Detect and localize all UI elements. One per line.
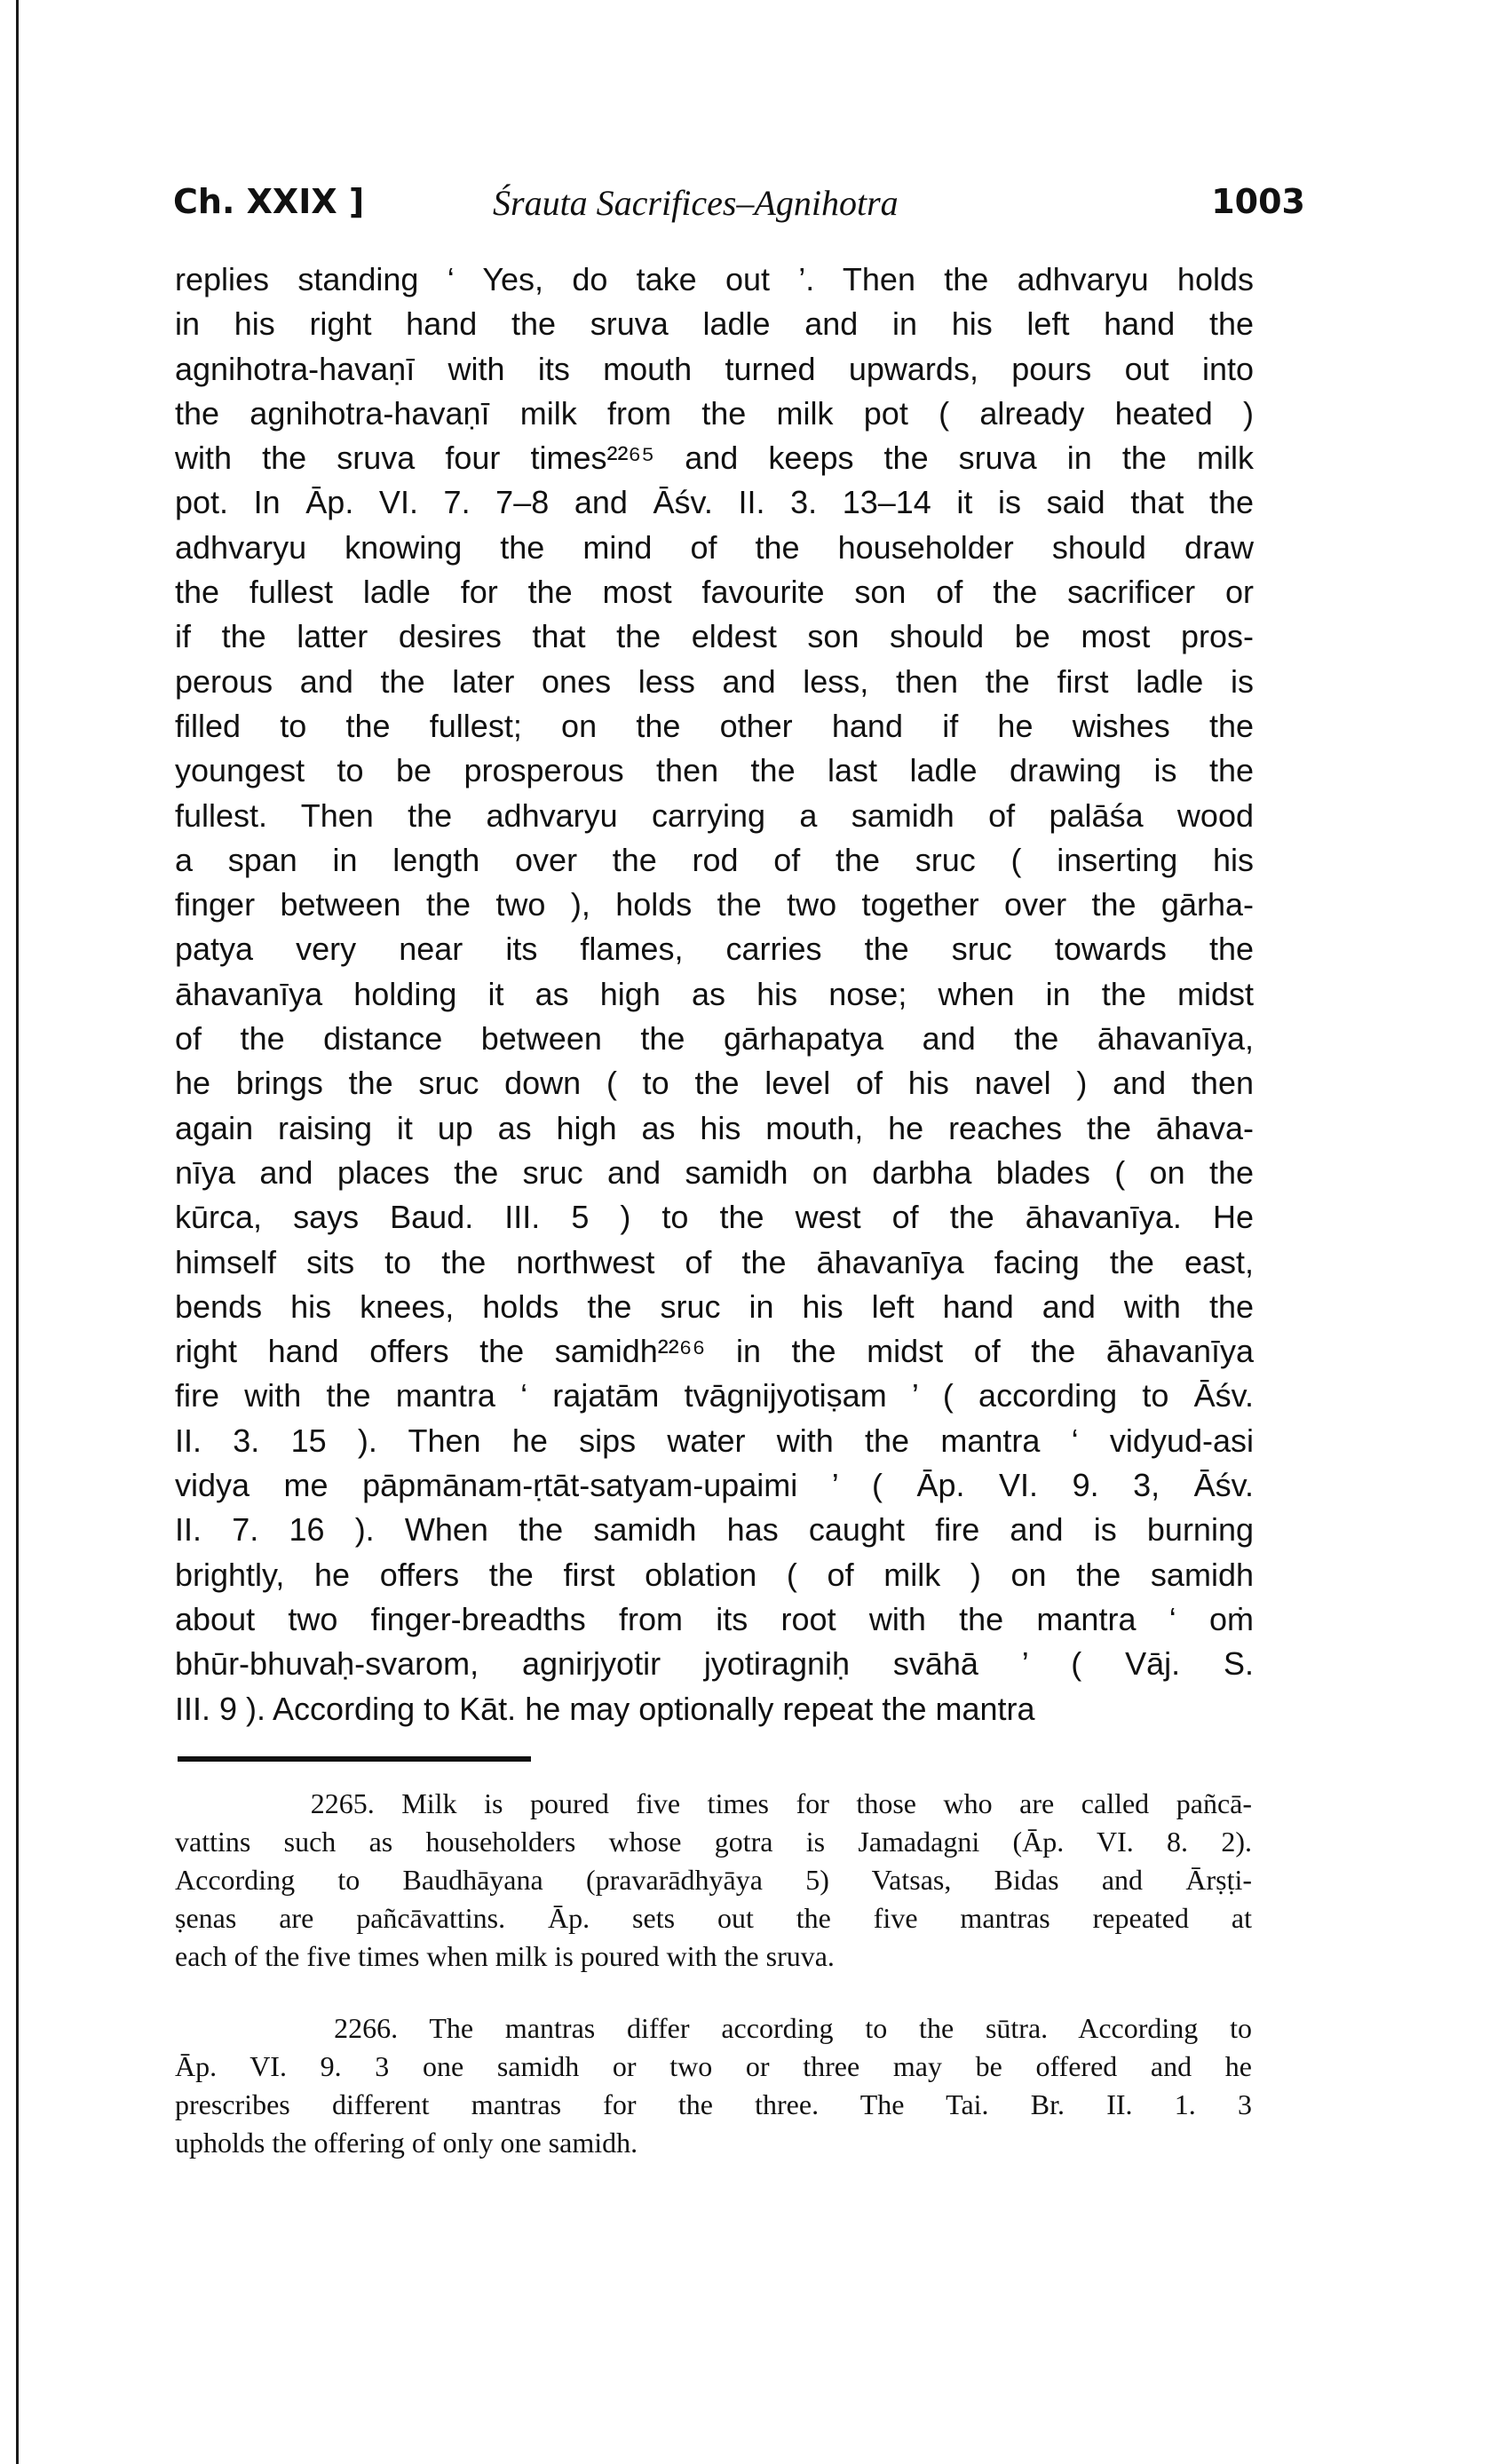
footnote-line: each of the five times when milk is poured with the sruva. <box>175 1940 835 1972</box>
text-line: again raising it up as high as his mouth, he reaches the āhava- <box>175 1109 1254 1146</box>
running-title: Śrauta Sacrifices–Agnihotra <box>493 183 899 223</box>
text-line: adhvaryu knowing the mind of the householder should draw <box>175 528 1254 566</box>
footnote-line: prescribes different mantras for the three. The Tai. Br. II. 1. 3 <box>175 2088 1252 2120</box>
text-line: fire with the mantra ‘ rajatām tvāgnijyotiṣam ’ ( according to Āśv. <box>175 1377 1254 1414</box>
footnote-line: ṣenas are pañcāvattins. Āp. sets out the five mantras repeated at <box>175 1902 1252 1934</box>
text-line: fullest. Then the adhvaryu carrying a samidh of palāśa wood <box>175 796 1254 834</box>
footnote-line: upholds the offering of only one samidh. <box>175 2127 638 2159</box>
text-line: II. 3. 15 ). Then he sips water with the mantra ‘ vidyud-asi <box>175 1422 1254 1459</box>
text-line: kūrca, says Baud. III. 5 ) to the west of the āhavanīya. He <box>175 1199 1254 1236</box>
footnote-separator <box>178 1756 531 1762</box>
footnote <box>175 1785 1252 1976</box>
footnote-line: 2265. Milk is poured five times for those who are called pañcā- <box>175 1787 1252 1819</box>
text-line: a span in length over the rod of the sruc ( inserting his <box>175 841 1254 878</box>
text-line: āhavanīya holding it as high as his nose; when in the midst <box>175 975 1254 1012</box>
text-line: right hand offers the samidh²²⁶⁶ in the midst of the āhavanīya <box>175 1333 1254 1370</box>
text-line: vidya me pāpmānam-ṛtāt-satyam-upaimi ’ ( Āp. VI. 9. 3, Āśv. <box>175 1467 1254 1504</box>
text-line: about two finger-breadths from its root with the mantra ‘ oṁ <box>175 1600 1254 1637</box>
page-edge-line <box>16 0 19 2464</box>
text-line: youngest to be prosperous then the last ladle drawing is the <box>175 752 1254 789</box>
text-line: if the latter desires that the eldest son should be most pros- <box>175 618 1254 655</box>
footnote-line: According to Baudhāyana (pravarādhyāya 5) Vatsas, Bidas and Ārṣṭi- <box>175 1864 1252 1896</box>
text-line: agnihotra-havaṇī with its mouth turned upwards, pours out into <box>175 350 1254 387</box>
running-header <box>173 182 1305 235</box>
chapter-label: Ch. XXIX ] <box>173 182 365 221</box>
text-line: bhūr-bhuvaḥ-svarom, agnirjyotir jyotiragniḥ svāhā ’ ( Vāj. S. <box>175 1645 1254 1683</box>
page-number: 1003 <box>1211 182 1305 221</box>
text-line: brightly, he offers the first oblation ( of milk ) on the samidh <box>175 1556 1254 1593</box>
footnote-line: vattins such as householders whose gotra is Jamadagni (Āp. VI. 8. 2). <box>175 1826 1252 1858</box>
footnotes <box>175 1785 1252 2162</box>
text-line: nīya and places the sruc and samidh on darbha blades ( on the <box>175 1153 1254 1191</box>
text-line: pot. In Āp. VI. 7. 7–8 and Āśv. II. 3. 13–14 it is said that the <box>175 484 1254 521</box>
footnote-line: 2266. The mantras differ according to the sūtra. According to <box>175 2012 1252 2044</box>
text-line: with the sruva four times²²⁶⁵ and keeps the sruva in the milk <box>175 440 1254 477</box>
text-line: of the distance between the gārhapatya and the āhavanīya, <box>175 1020 1254 1058</box>
footnote-line: Āp. VI. 9. 3 one samidh or two or three may be offered and he <box>175 2050 1252 2082</box>
text-line: in his right hand the sruva ladle and in his left hand the <box>175 305 1254 343</box>
main-text <box>175 257 1254 1731</box>
text-line: replies standing ‘ Yes, do take out ’. Then the adhvaryu holds <box>175 261 1254 297</box>
text-line: the agnihotra-havaṇī milk from the milk pot ( already heated ) <box>175 394 1254 432</box>
text-line: the fullest ladle for the most favourite son of the sacrificer or <box>175 574 1254 611</box>
text-line: perous and the later ones less and less, then the first ladle is <box>175 662 1254 700</box>
footnote <box>175 2009 1252 2162</box>
text-line: filled to the fullest; on the other hand if he wishes the <box>175 707 1254 744</box>
text-line: finger between the two ), holds the two together over the gārha- <box>175 886 1254 923</box>
text-line: patya very near its flames, carries the sruc towards the <box>175 931 1254 968</box>
text-line: bends his knees, holds the sruc in his left hand and with the <box>175 1287 1254 1325</box>
text-line: III. 9 ). According to Kāt. he may optionally repeat the mantra <box>175 1690 1035 1727</box>
text-line: II. 7. 16 ). When the samidh has caught fire and is burning <box>175 1511 1254 1549</box>
text-line: he brings the sruc down ( to the level of his navel ) and then <box>175 1065 1254 1102</box>
text-line: himself sits to the northwest of the āhavanīya facing the east, <box>175 1243 1254 1280</box>
